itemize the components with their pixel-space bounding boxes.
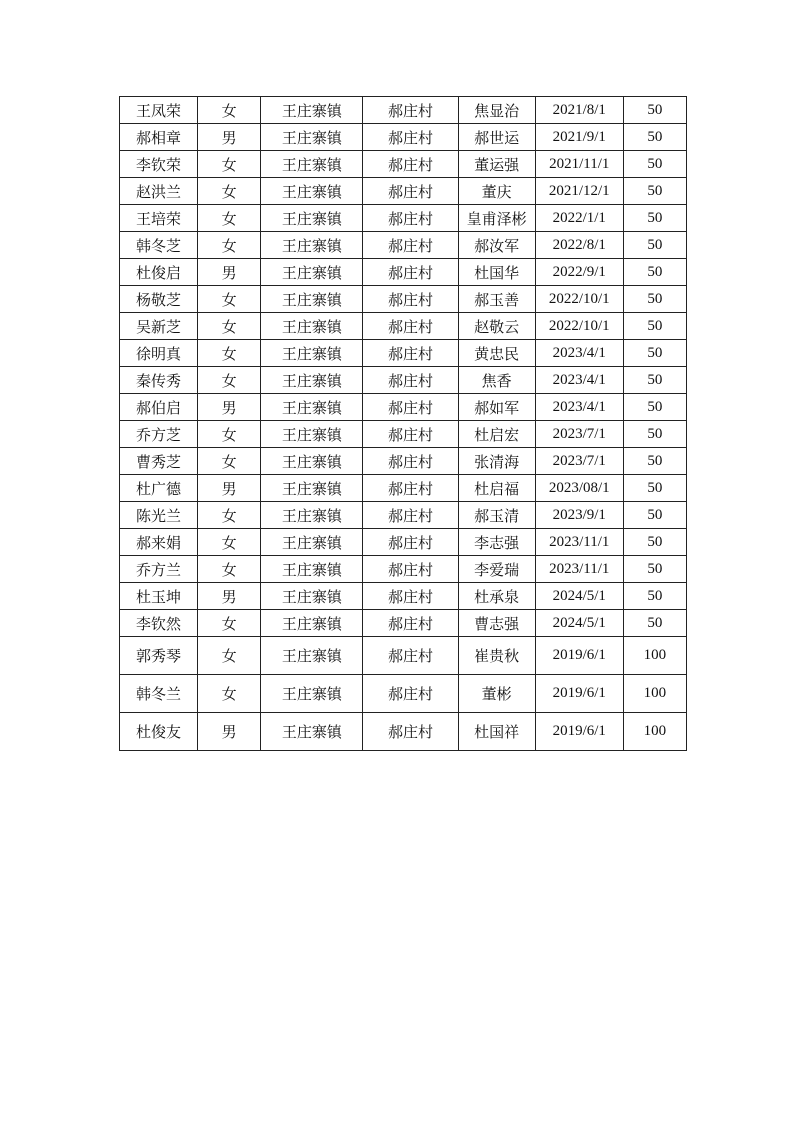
amount-cell: 50: [623, 448, 686, 475]
town-cell: 王庄寨镇: [261, 232, 363, 259]
amount-cell: 50: [623, 340, 686, 367]
name-cell: 赵洪兰: [120, 178, 198, 205]
gender-cell: 男: [198, 475, 261, 502]
table-row: [120, 232, 687, 259]
date-cell: 2021/12/1: [535, 178, 623, 205]
date-cell: 2021/11/1: [535, 151, 623, 178]
date-cell: 2024/5/1: [535, 610, 623, 637]
table-row: [120, 97, 687, 124]
contact-cell: 杜国华: [458, 259, 535, 286]
town-cell: 王庄寨镇: [261, 610, 363, 637]
date-cell: 2023/11/1: [535, 529, 623, 556]
amount-cell: 50: [623, 205, 686, 232]
gender-cell: 女: [198, 610, 261, 637]
amount-cell: 50: [623, 610, 686, 637]
table-row: [120, 529, 687, 556]
village-cell: 郝庄村: [363, 313, 458, 340]
name-cell: 韩冬兰: [120, 675, 198, 713]
contact-cell: 郝汝军: [458, 232, 535, 259]
date-cell: 2019/6/1: [535, 637, 623, 675]
contact-cell: 董彬: [458, 675, 535, 713]
date-cell: 2022/1/1: [535, 205, 623, 232]
table-row: [120, 205, 687, 232]
village-cell: 郝庄村: [363, 713, 458, 751]
amount-cell: 50: [623, 97, 686, 124]
contact-cell: 杜启宏: [458, 421, 535, 448]
gender-cell: 女: [198, 421, 261, 448]
date-cell: 2021/9/1: [535, 124, 623, 151]
name-cell: 杨敬芝: [120, 286, 198, 313]
amount-cell: 50: [623, 124, 686, 151]
contact-cell: 焦显治: [458, 97, 535, 124]
name-cell: 乔方芝: [120, 421, 198, 448]
town-cell: 王庄寨镇: [261, 713, 363, 751]
name-cell: 曹秀芝: [120, 448, 198, 475]
gender-cell: 女: [198, 97, 261, 124]
village-cell: 郝庄村: [363, 675, 458, 713]
gender-cell: 男: [198, 713, 261, 751]
town-cell: 王庄寨镇: [261, 178, 363, 205]
amount-cell: 50: [623, 232, 686, 259]
gender-cell: 女: [198, 151, 261, 178]
name-cell: 郭秀琴: [120, 637, 198, 675]
village-cell: 郝庄村: [363, 556, 458, 583]
village-cell: 郝庄村: [363, 232, 458, 259]
gender-cell: 女: [198, 502, 261, 529]
gender-cell: 女: [198, 448, 261, 475]
date-cell: 2023/7/1: [535, 448, 623, 475]
gender-cell: 女: [198, 529, 261, 556]
amount-cell: 100: [623, 637, 686, 675]
contact-cell: 郝如军: [458, 394, 535, 421]
village-cell: 郝庄村: [363, 178, 458, 205]
name-cell: 韩冬芝: [120, 232, 198, 259]
contact-cell: 李爱瑞: [458, 556, 535, 583]
table-row: [120, 713, 687, 751]
town-cell: 王庄寨镇: [261, 502, 363, 529]
amount-cell: 50: [623, 367, 686, 394]
village-cell: 郝庄村: [363, 448, 458, 475]
name-cell: 郝来娟: [120, 529, 198, 556]
contact-cell: 杜国祥: [458, 713, 535, 751]
town-cell: 王庄寨镇: [261, 151, 363, 178]
town-cell: 王庄寨镇: [261, 97, 363, 124]
gender-cell: 女: [198, 205, 261, 232]
table-row: [120, 675, 687, 713]
village-cell: 郝庄村: [363, 286, 458, 313]
town-cell: 王庄寨镇: [261, 475, 363, 502]
date-cell: 2022/9/1: [535, 259, 623, 286]
gender-cell: 女: [198, 178, 261, 205]
table-row: [120, 448, 687, 475]
gender-cell: 男: [198, 394, 261, 421]
amount-cell: 50: [623, 421, 686, 448]
gender-cell: 女: [198, 367, 261, 394]
table-row: [120, 475, 687, 502]
name-cell: 王凤荣: [120, 97, 198, 124]
table-row: [120, 259, 687, 286]
town-cell: 王庄寨镇: [261, 286, 363, 313]
contact-cell: 杜启福: [458, 475, 535, 502]
gender-cell: 女: [198, 556, 261, 583]
contact-cell: 焦香: [458, 367, 535, 394]
town-cell: 王庄寨镇: [261, 675, 363, 713]
town-cell: 王庄寨镇: [261, 421, 363, 448]
amount-cell: 50: [623, 529, 686, 556]
table-row: [120, 583, 687, 610]
amount-cell: 100: [623, 675, 686, 713]
date-cell: 2023/7/1: [535, 421, 623, 448]
amount-cell: 50: [623, 178, 686, 205]
village-cell: 郝庄村: [363, 259, 458, 286]
table-row: [120, 367, 687, 394]
amount-cell: 50: [623, 259, 686, 286]
date-cell: 2022/8/1: [535, 232, 623, 259]
table-row: [120, 502, 687, 529]
name-cell: 吴新芝: [120, 313, 198, 340]
town-cell: 王庄寨镇: [261, 313, 363, 340]
record-table: [119, 96, 687, 751]
contact-cell: 李志强: [458, 529, 535, 556]
village-cell: 郝庄村: [363, 205, 458, 232]
table-row: [120, 178, 687, 205]
contact-cell: 杜承泉: [458, 583, 535, 610]
amount-cell: 50: [623, 313, 686, 340]
contact-cell: 郝世运: [458, 124, 535, 151]
date-cell: 2024/5/1: [535, 583, 623, 610]
table-row: [120, 124, 687, 151]
town-cell: 王庄寨镇: [261, 556, 363, 583]
name-cell: 王培荣: [120, 205, 198, 232]
name-cell: 李钦然: [120, 610, 198, 637]
date-cell: 2019/6/1: [535, 675, 623, 713]
amount-cell: 50: [623, 502, 686, 529]
amount-cell: 50: [623, 286, 686, 313]
table-row: [120, 394, 687, 421]
name-cell: 郝相章: [120, 124, 198, 151]
contact-cell: 郝玉善: [458, 286, 535, 313]
contact-cell: 皇甫泽彬: [458, 205, 535, 232]
name-cell: 徐明真: [120, 340, 198, 367]
date-cell: 2021/8/1: [535, 97, 623, 124]
table-row: [120, 421, 687, 448]
town-cell: 王庄寨镇: [261, 259, 363, 286]
contact-cell: 黄忠民: [458, 340, 535, 367]
contact-cell: 董庆: [458, 178, 535, 205]
amount-cell: 100: [623, 713, 686, 751]
amount-cell: 50: [623, 556, 686, 583]
contact-cell: 郝玉清: [458, 502, 535, 529]
village-cell: 郝庄村: [363, 340, 458, 367]
name-cell: 秦传秀: [120, 367, 198, 394]
table-row: [120, 340, 687, 367]
village-cell: 郝庄村: [363, 637, 458, 675]
gender-cell: 男: [198, 583, 261, 610]
village-cell: 郝庄村: [363, 583, 458, 610]
village-cell: 郝庄村: [363, 421, 458, 448]
name-cell: 陈光兰: [120, 502, 198, 529]
village-cell: 郝庄村: [363, 529, 458, 556]
table-row: [120, 556, 687, 583]
table-row: [120, 610, 687, 637]
village-cell: 郝庄村: [363, 124, 458, 151]
town-cell: 王庄寨镇: [261, 448, 363, 475]
town-cell: 王庄寨镇: [261, 394, 363, 421]
gender-cell: 男: [198, 124, 261, 151]
date-cell: 2023/4/1: [535, 394, 623, 421]
table-row: [120, 313, 687, 340]
contact-cell: 张清海: [458, 448, 535, 475]
town-cell: 王庄寨镇: [261, 205, 363, 232]
village-cell: 郝庄村: [363, 502, 458, 529]
date-cell: 2022/10/1: [535, 313, 623, 340]
name-cell: 杜俊友: [120, 713, 198, 751]
town-cell: 王庄寨镇: [261, 529, 363, 556]
table-row: [120, 151, 687, 178]
amount-cell: 50: [623, 475, 686, 502]
date-cell: 2022/10/1: [535, 286, 623, 313]
name-cell: 杜玉坤: [120, 583, 198, 610]
table-row: [120, 637, 687, 675]
contact-cell: 董运强: [458, 151, 535, 178]
village-cell: 郝庄村: [363, 151, 458, 178]
village-cell: 郝庄村: [363, 394, 458, 421]
town-cell: 王庄寨镇: [261, 637, 363, 675]
name-cell: 杜广德: [120, 475, 198, 502]
name-cell: 杜俊启: [120, 259, 198, 286]
date-cell: 2023/4/1: [535, 340, 623, 367]
gender-cell: 女: [198, 675, 261, 713]
village-cell: 郝庄村: [363, 367, 458, 394]
town-cell: 王庄寨镇: [261, 583, 363, 610]
contact-cell: 曹志强: [458, 610, 535, 637]
contact-cell: 崔贵秋: [458, 637, 535, 675]
name-cell: 李钦荣: [120, 151, 198, 178]
gender-cell: 男: [198, 259, 261, 286]
gender-cell: 女: [198, 232, 261, 259]
date-cell: 2023/9/1: [535, 502, 623, 529]
date-cell: 2019/6/1: [535, 713, 623, 751]
table-row: [120, 286, 687, 313]
contact-cell: 赵敬云: [458, 313, 535, 340]
gender-cell: 女: [198, 286, 261, 313]
town-cell: 王庄寨镇: [261, 367, 363, 394]
town-cell: 王庄寨镇: [261, 124, 363, 151]
amount-cell: 50: [623, 583, 686, 610]
town-cell: 王庄寨镇: [261, 340, 363, 367]
table-body: [120, 97, 687, 751]
date-cell: 2023/11/1: [535, 556, 623, 583]
gender-cell: 女: [198, 313, 261, 340]
date-cell: 2023/08/1: [535, 475, 623, 502]
amount-cell: 50: [623, 151, 686, 178]
village-cell: 郝庄村: [363, 97, 458, 124]
village-cell: 郝庄村: [363, 610, 458, 637]
gender-cell: 女: [198, 340, 261, 367]
gender-cell: 女: [198, 637, 261, 675]
village-cell: 郝庄村: [363, 475, 458, 502]
name-cell: 乔方兰: [120, 556, 198, 583]
date-cell: 2023/4/1: [535, 367, 623, 394]
amount-cell: 50: [623, 394, 686, 421]
name-cell: 郝伯启: [120, 394, 198, 421]
